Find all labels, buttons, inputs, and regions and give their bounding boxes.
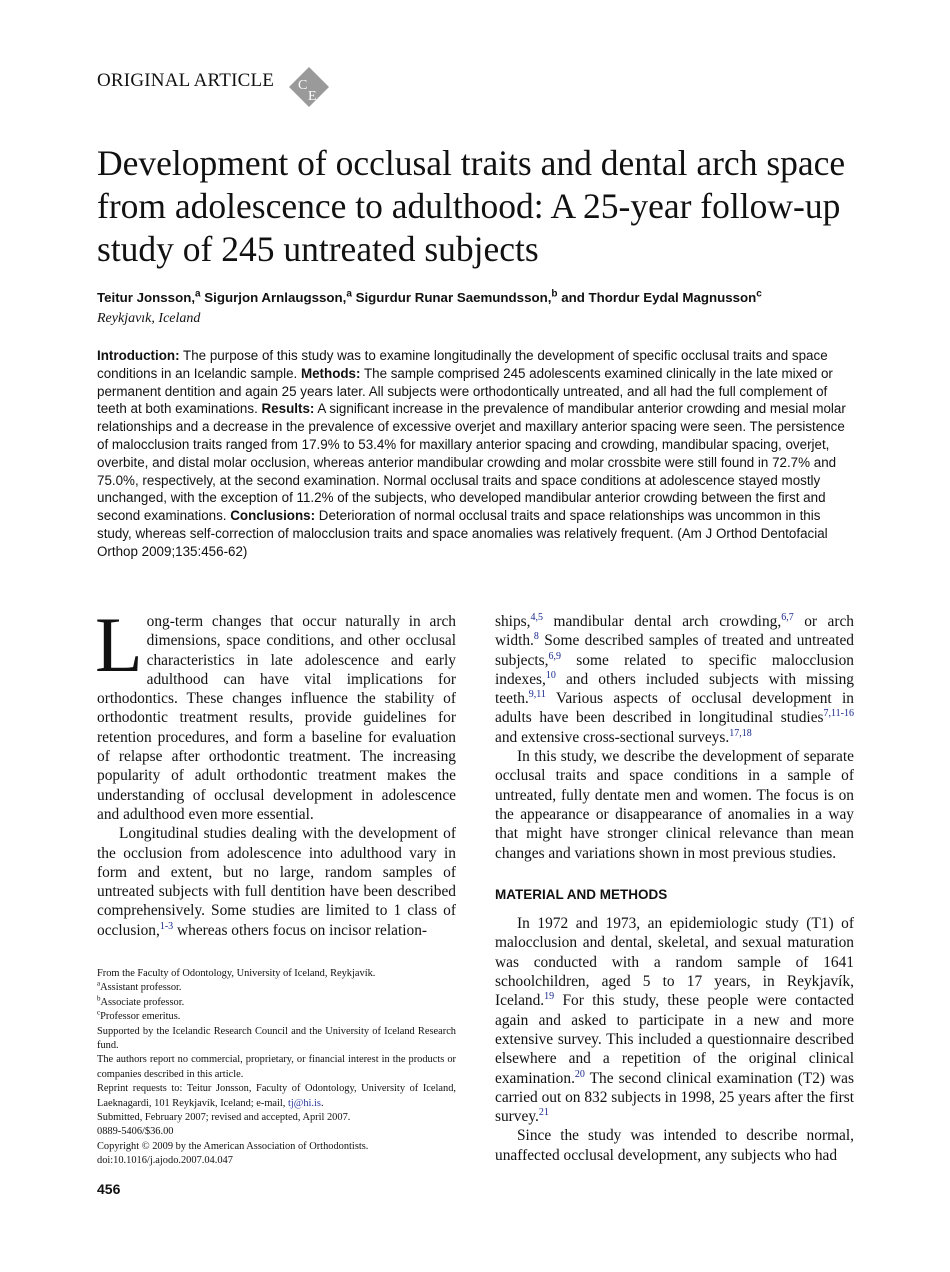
text-run: ships, (495, 613, 531, 630)
citation-link[interactable]: 9,11 (528, 689, 546, 701)
citation-link[interactable]: 6,9 (548, 650, 561, 662)
abstract-heading: Methods: (300, 365, 361, 381)
text-run: Longitudinal studies dealing with the development of the occlusion from adolescence into adulthood vary in form and extent, but no large, random samples of untreated subjects with full dentition have been described comprehensively. Some studies are limited to 1 class of occlusion, (97, 825, 456, 939)
footnote (97, 967, 456, 981)
affiliation-marker: b (551, 288, 558, 300)
text-run: mandibular dental arch crowding, (543, 613, 782, 630)
section-heading: MATERIAL AND METHODS (495, 886, 668, 902)
svg-text:C: C (298, 78, 308, 93)
body-paragraph (95, 601, 456, 824)
citation-link[interactable]: a (97, 979, 101, 988)
text-run: Deterioration of normal occlusal traits and space relationships was uncommon in this study, whereas self-correction of malocclusion traits and space anomalies was relatively frequent. (Am J Orthod Dentofacial Orthop 2009;135:456-62) (97, 508, 828, 559)
section-label: ORIGINAL ARTICLE (97, 70, 275, 91)
author-location: Reykjavık, Iceland (97, 311, 201, 326)
page-number: 456 (97, 1181, 121, 1197)
body-paragraph (97, 824, 456, 940)
text-run: Professor emeritus. (100, 1011, 181, 1023)
article-title: Development of occlusal traits and dental arch space from adolescence to adulthood: A 25-year follow-up study of 245 untreated subjects (97, 143, 846, 269)
citation-link[interactable]: 4,5 (530, 611, 543, 623)
citation-link[interactable]: 19 (544, 991, 555, 1003)
text-run: The purpose of this study was to examine longitudinally the development of specific occlusal traits and space conditions in an Icelandic sample. (97, 348, 828, 381)
text-run: From the Faculty of Odontology, University of Iceland, Reykjavík. (97, 968, 376, 979)
footnote (97, 1025, 456, 1054)
text-run: or arch width. (495, 613, 855, 650)
text-run: and others included subjects with missing teeth. (495, 670, 854, 708)
footnote (97, 1125, 456, 1139)
citation-link[interactable]: 20 (574, 1068, 585, 1080)
author-name: Sigurjon Arnlaugsson, (200, 290, 347, 305)
text-run: Since the study was intended to describe normal, unaffected occlusal development, any subjects who had (495, 1127, 854, 1164)
text-run: A significant increase in the prevalence of mandibular anterior crowding and mesial molar relationships and a decrease in the prevalence of excessive overjet and maxillary anterior spacing were seen. The persistence of malocclusion traits ranged from 17.9% to 53.4% for maxillary anterior spacing and crowding, mandibular spacing, overjet, overbite, and distal molar occlusion, whereas anterior mandibular crowding and molar crossbite were still found in 72.7% and 75.0%, respectively, at the second examination. Normal occlusal traits and space conditions at adolescence stayed mostly unchanged, with the exception of 11.2% of the subjects, who developed mandibular anterior crowding between the first and second examinations. (97, 401, 846, 524)
footnotes (97, 967, 456, 1169)
body-column-right (495, 612, 854, 1165)
footnote (97, 1140, 456, 1154)
footnote (97, 1111, 456, 1125)
citation-link[interactable]: 10 (545, 669, 556, 681)
text-run: whereas others focus on incisor relation- (173, 921, 428, 939)
ce-logo-icon (289, 67, 329, 107)
body-paragraph (495, 747, 854, 863)
citation-link[interactable]: 8 (533, 631, 539, 643)
text-run: In this study, we describe the development of separate occlusal traits and space conditions in a sample of untreated, fully dentate men and women. The focus is on the appearance or disappearance of anomalies in a way that might have stronger clinical relevance than mean changes and variations shown in most previous studies. (495, 748, 854, 862)
citation-link[interactable]: 21 (538, 1107, 549, 1118)
text-run: doi:10.1016/j.ajodo.2007.04.047 (97, 1155, 233, 1167)
affiliation-marker: a (346, 288, 352, 300)
body-column-left (95, 601, 456, 940)
drop-cap: L (95, 601, 143, 688)
text-run: . (320, 1097, 324, 1109)
footnote (97, 1154, 456, 1168)
text-run: and extensive cross-sectional surveys. (495, 728, 730, 746)
author-name: Sigurdur Runar Saemundsson, (351, 290, 552, 305)
text-run: Copyright © 2009 by the American Association of Orthodontists. (97, 1140, 369, 1152)
body-paragraph (495, 612, 854, 747)
footnote (97, 1010, 456, 1024)
text-run: Associate professor. (100, 996, 185, 1008)
abstract-heading: Results: (261, 401, 315, 417)
body-paragraph (495, 914, 854, 1126)
text-run: In 1972 and 1973, an epidemiologic study (T1) of malocclusion and dental, skeletal, and sexual maturation was conducted with a random sample of 1641 schoolchildren, aged 5 to 17 years, in Reykjavík, Iceland. (495, 915, 854, 1010)
abstract-heading: Introduction: (97, 348, 180, 363)
affiliation-marker: a (195, 288, 201, 300)
abstract-heading: Conclusions: (230, 508, 316, 524)
abstract (97, 347, 857, 561)
text-run: ong-term changes that occur naturally in arch dimensions, space conditions, and other occlusal characteristics in late adolescence and early adulthood can have vital implications for orthodontics. These changes influence the stability of orthodontic treatment results, provide guidelines for retention procedures, and form a baseline for evaluation of relapse after orthodontic treatment. The increasing popularity of adult orthodontic treatment makes the understanding of occlusal development in adolescence and adulthood even more essential. (97, 613, 456, 823)
text-run: Supported by the Icelandic Research Council and the University of Iceland Research fund. (97, 1025, 456, 1052)
text-run: The authors report no commercial, proprietary, or financial interest in the products or companies described in this article. (97, 1054, 456, 1080)
author-name: Teitur Jonsson, (97, 290, 196, 305)
text-run: Submitted, February 2007; revised and accepted, April 2007. (97, 1112, 351, 1124)
affiliation-marker: c (756, 288, 762, 300)
email-link[interactable]: tj@hi.is (288, 1097, 321, 1109)
citation-link[interactable]: 7,11-16 (823, 708, 854, 720)
text-run: 0889-5406/$36.00 (97, 1126, 174, 1138)
text-run: Assistant professor. (100, 982, 182, 994)
citation-link[interactable]: 17,18 (729, 727, 752, 739)
citation-link[interactable]: c (97, 1008, 101, 1017)
footnote (97, 996, 456, 1010)
text-run: Reprint requests to: Teitur Jonsson, Faculty of Odontology, University of Iceland, Laeknagardi, 101 Reykjavík, Iceland; e-mail, (97, 1083, 456, 1109)
citation-link[interactable]: 6,7 (781, 611, 794, 623)
footnote (97, 1082, 456, 1111)
text-run: The second clinical examination (T2) was carried out on 832 subjects in 1998, 25 years after the first survey. (495, 1069, 855, 1126)
svg-text:E: E (308, 89, 317, 104)
text-run: some related to specific malocclusion indexes, (495, 651, 854, 688)
footnote (97, 1053, 456, 1082)
footnote (97, 981, 456, 995)
citation-link[interactable]: b (97, 994, 101, 1003)
body-paragraph (495, 1126, 854, 1165)
text-run: Various aspects of occlusal development in adults have been described in longitudinal studies (495, 690, 854, 727)
author-name: and Thordur Eydal Magnusson (557, 290, 757, 305)
text-run: For this study, these people were contacted again and asked to participate in a new and more extensive survey. This included a questionnaire described elsewhere and a repetition of the original clinical examination. (495, 992, 854, 1087)
text-run: Some described samples of treated and untreated subjects, (495, 632, 854, 669)
author-list (97, 290, 877, 305)
text-run: The sample comprised 245 adolescents examined clinically in the late mixed or permanent dentition and again 25 years later. All subjects were orthodontically untreated, and all had the full complement of teeth at both examinations. (97, 365, 833, 417)
citation-link[interactable]: 1-3 (159, 920, 174, 932)
